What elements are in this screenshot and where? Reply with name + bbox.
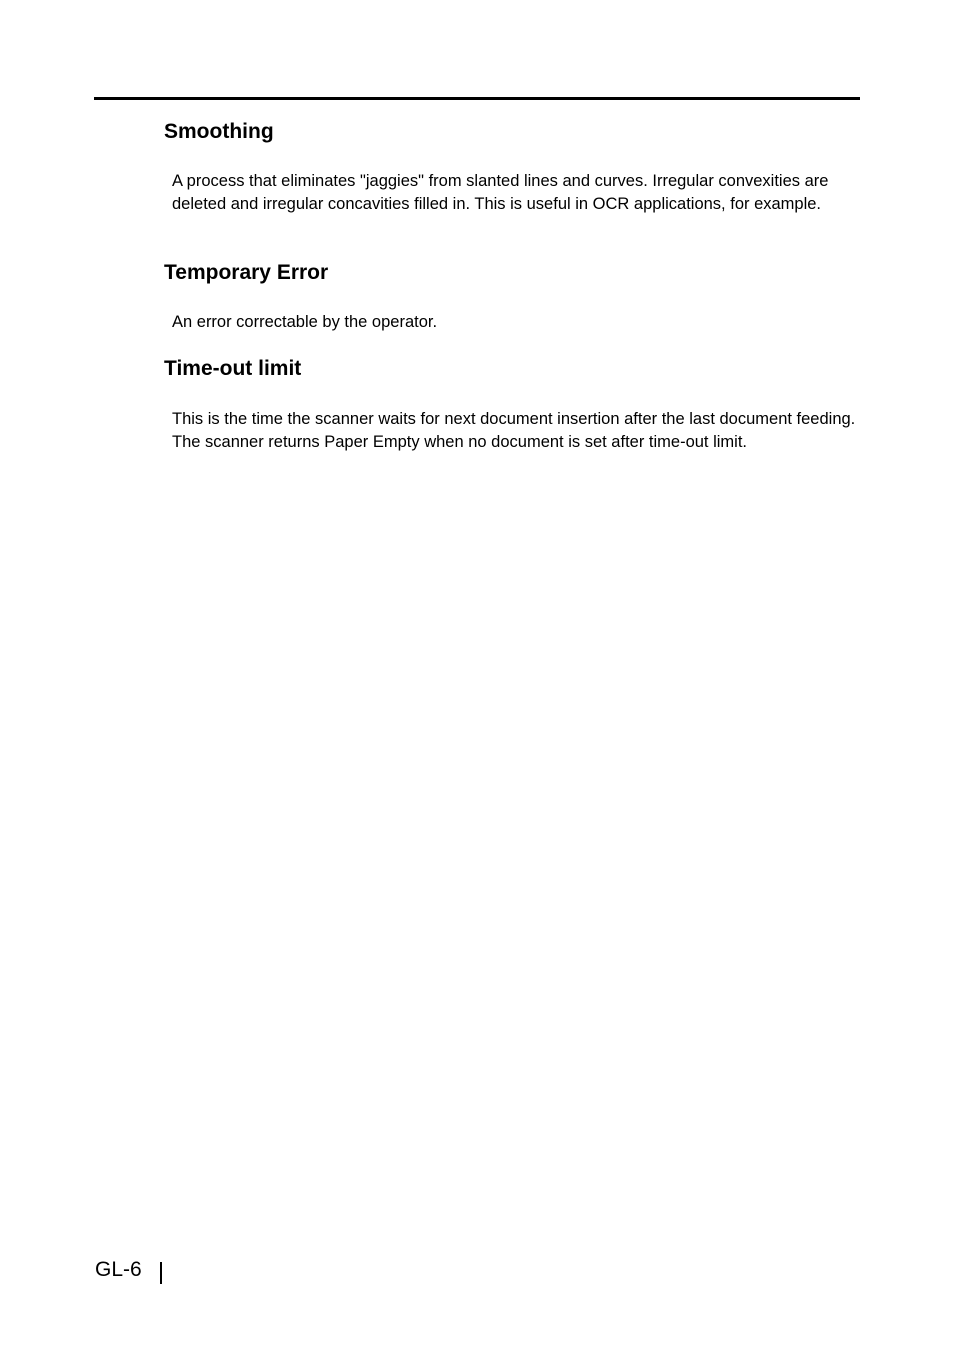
glossary-term: Smoothing: [164, 120, 274, 143]
glossary-term: Temporary Error: [164, 261, 329, 284]
header-rule: [94, 97, 860, 100]
glossary-definition: An error correctable by the operator.: [172, 313, 438, 331]
footer-divider: [160, 1262, 162, 1284]
glossary-definition: A process that eliminates "jaggies" from slanted lines and curves. Irregular convexities are deleted and irregular concavities filled in. This is useful in OCR applications, for example.: [172, 172, 829, 213]
glossary-definition: This is the time the scanner waits for next document insertion after the last document feeding. The scanner returns Paper Empty when no document is set after time-out limit.: [172, 410, 856, 451]
page-number: GL-6: [95, 1258, 142, 1281]
glossary-term: Time-out limit: [164, 357, 302, 380]
